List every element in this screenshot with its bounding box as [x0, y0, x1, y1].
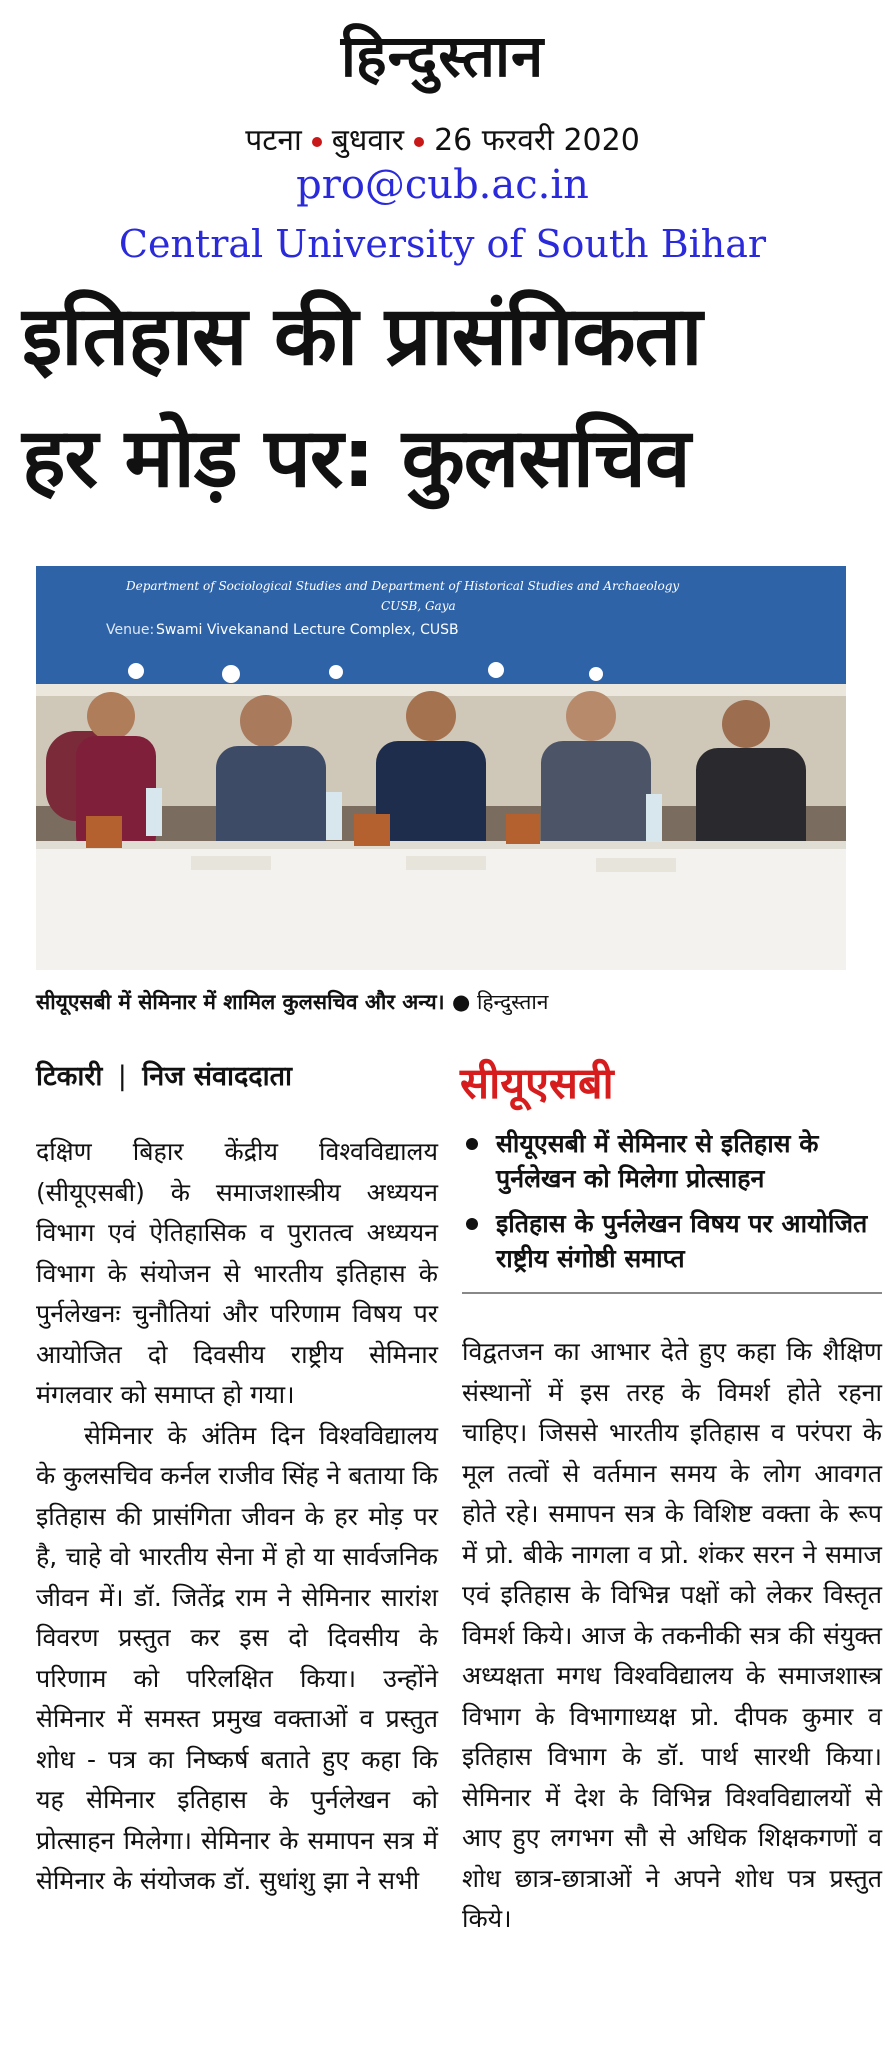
section-label: सीयूएसबी: [460, 1059, 614, 1109]
article-paragraph: दक्षिण बिहार केंद्रीय विश्वविद्यालय (सीयूएसबी) के समाजशास्त्रीय अध्ययन विभाग एवं ऐतिहासिक व पुरातत्व अध्ययन विभाग के संयोजन से भारतीय इतिहास के पुर्नलेखनः चुनौतियां और परिणाम विषय पर आयोजित दो दिवसीय राष्ट्रीय सेमिनार मंगलवार को समाप्त हो गया।: [36, 1137, 438, 1409]
byline-place: टिकारी: [36, 1061, 103, 1092]
article-paragraph: विद्वतजन का आभार देते हुए कहा कि शैक्षिण संस्थानों में इस तरह के विमर्श होते रहना चाहिए। जिससे भारतीय इतिहास व परंपरा के मूल तत्वों से वर्तमान समय के लोग आवगत होते रहे। समापन सत्र के विशिष्ट वक्ता के रूप में प्रो. बीके नागला व प्रो. शंकर सरन ने समाज एवं इतिहास के विभिन्न पक्षों को लेकर विस्तृत विमर्श किये। आज के तकनीकी सत्र की संयुक्त अध्यक्षता मगध विश्वविद्यालय के समाजशास्त्र विभाग के विभागाध्यक्ष प्रो. दीपक कुमार व इतिहास विभाग के डॉ. पार्थ सारथी किया। सेमिनार में देश के विभिन्न विश्वविद्यालयों से आए हुए लगभग सौ से अधिक शिक्षकगणों व शोध छात्र-छात्राओं ने अपने शोध पत्र प्रस्तुत किये।: [462, 1337, 882, 1933]
highlight-text: इतिहास के पुर्नलेखन विषय पर आयोजित राष्ट्रीय संगोष्ठी समाप्त: [496, 1209, 868, 1273]
dateline-day: बुधवार: [331, 123, 405, 158]
dateline: [0, 118, 885, 159]
separator-dot: [312, 137, 322, 147]
stamp-university: Central University of South Bihar: [118, 222, 767, 266]
photo-caption: [36, 988, 548, 1016]
bullet-dot: ●: [451, 990, 477, 1014]
bullet-icon: [466, 1218, 478, 1230]
banner-line-2: CUSB, Gaya: [381, 599, 456, 613]
divider: [462, 1292, 882, 1294]
highlight-text: सीयूएसबी में सेमिनार से इतिहास के पुर्नलेखन को मिलेगा प्रोत्साहन: [496, 1129, 819, 1193]
highlight-item: [462, 1126, 882, 1196]
news-photo: [36, 566, 846, 970]
banner-venue: Swami Vivekanand Lecture Complex, CUSB: [156, 622, 459, 638]
masthead-logo: हिन्दुस्तान: [340, 22, 545, 90]
highlight-item: [462, 1206, 882, 1276]
article-column-2: [462, 1332, 882, 1940]
stamp-email: pro@cub.ac.in: [296, 162, 589, 208]
banner-line-1: Department of Sociological Studies and Department of Historical Studies and Archaeology: [126, 579, 680, 593]
bullet-icon: [466, 1138, 478, 1150]
byline-reporter: निज संवाददाता: [142, 1061, 293, 1092]
article-column-1: [36, 1132, 438, 1902]
caption-text: सीयूएसबी में सेमिनार में शामिल कुलसचिव और अन्य।: [36, 990, 445, 1014]
byline-divider: |: [117, 1061, 127, 1092]
banner-venue-label: Venue:: [106, 622, 155, 638]
caption-credit: हिन्दुस्तान: [476, 990, 549, 1014]
highlights-list: [462, 1126, 882, 1286]
byline: [36, 1056, 292, 1093]
headline-line-2: हर मोड़ पर: कुलसचिव: [22, 411, 690, 506]
article-paragraph: सेमिनार के अंतिम दिन विश्वविद्यालय के कुलसचिव कर्नल राजीव सिंह ने बताया कि इतिहास की प्रासंगिता जीवन के हर मोड़ पर है, चाहे वो भारतीय सेना में हो या सार्वजनिक जीवन में। डॉ. जितेंद्र राम ने सेमिनार सारांश विवरण प्रस्तुत कर इस दो दिवसीय के परिणाम को परिलक्षित किया। उन्होंने सेमिनार में समस्त प्रमुख वक्ताओं व प्रस्तुत शोध - पत्र का निष्कर्ष बताते हुए कहा कि यह सेमिनार इतिहास के पुर्नलेखन को प्रोत्साहन मिलेगा। सेमिनार के समापन सत्र में सेमिनार के संयोजक डॉ. सुधांशु झा ने सभी: [36, 1420, 438, 1895]
separator-dot: [414, 137, 424, 147]
headline-line-1: इतिहास की प्रासंगिकता: [22, 289, 702, 384]
dateline-city: पटना: [245, 123, 302, 158]
dateline-date: 26 फरवरी 2020: [434, 123, 640, 158]
seminar-photo-illustration: [36, 566, 846, 970]
